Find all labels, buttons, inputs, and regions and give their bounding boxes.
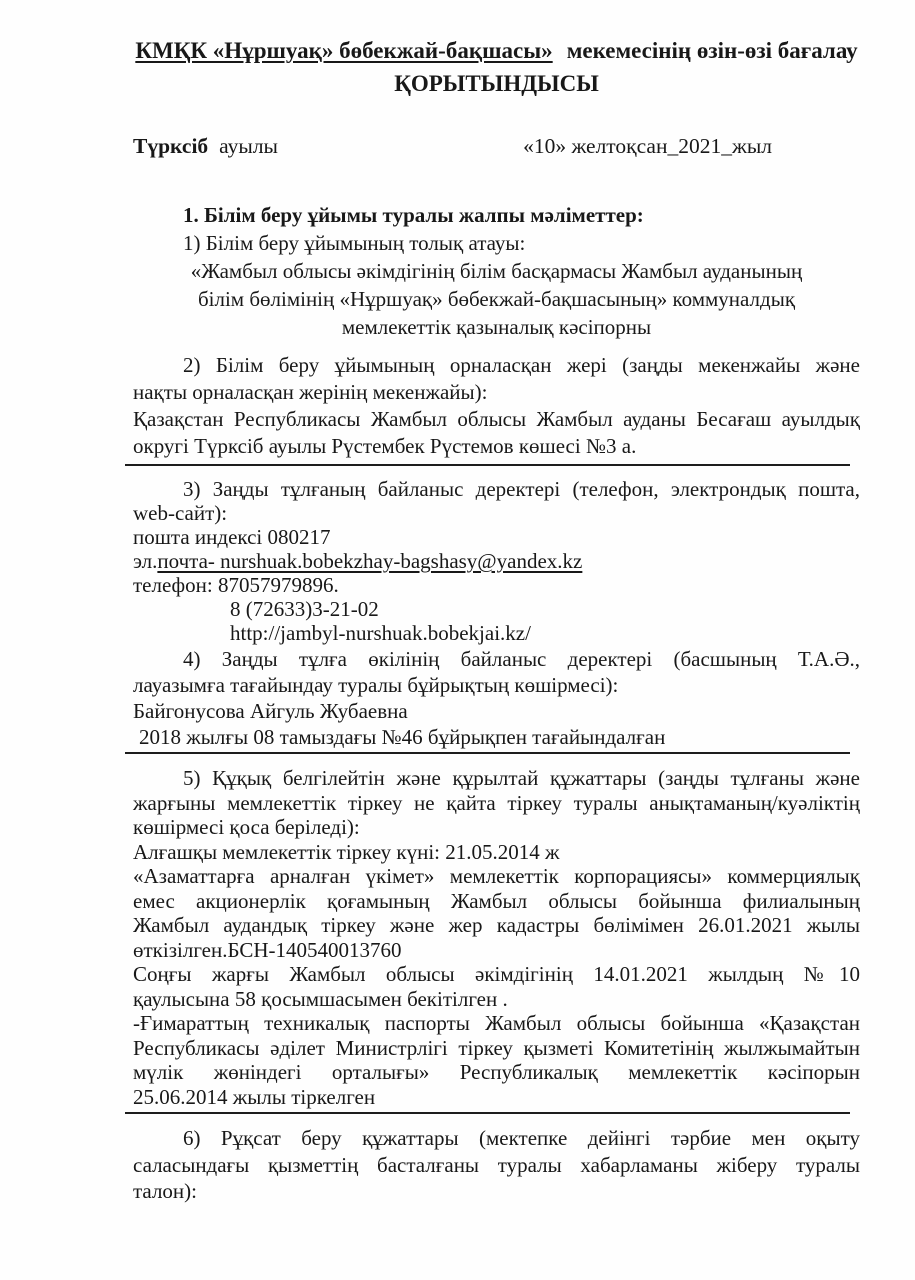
- document-header: [133, 34, 860, 100]
- text-line: Республикасы әділет Министрлігі тіркеу қызметі Комитетінің жылжымайтын: [133, 1035, 860, 1060]
- section-founding-documents: [133, 766, 860, 1109]
- section-representative: [133, 646, 860, 750]
- text-line: 2) Білім беру ұйымының орналасқан жері (заңды мекенжайы және: [183, 353, 860, 377]
- document-subtitle: ҚОРЫТЫНДЫСЫ: [394, 71, 599, 96]
- text-line: жарғыны мемлекеттік тіркеу не қайта тіркеу туралы анықтаманың/куәліктің: [133, 790, 860, 815]
- text-line: емес акционерлік қоғамының Жамбыл облысы бойынша филиалының: [133, 888, 860, 913]
- director-name-line: Байгонусова Айгуль Жубаевна: [133, 699, 408, 723]
- email-line: [133, 549, 860, 573]
- section-1-heading: 1. Білім беру ұйымы туралы жалпы мәліметтер:: [183, 203, 644, 227]
- email-prefix: эл.: [133, 549, 158, 573]
- place-name-bold: Түрксіб: [133, 134, 209, 158]
- text-line: 3) Заңды тұлғаның байланыс деректері (телефон, электрондық пошта,: [183, 477, 860, 501]
- text-line: Жамбыл аудандық тіркеу және жер кадастры бөлімімен 26.01.2021 жылы: [133, 913, 860, 937]
- text-line: 1) Білім беру ұйымының толық атауы:: [183, 231, 526, 255]
- section-divider-line: [125, 464, 850, 466]
- section-contacts: [133, 477, 860, 645]
- report-date: «10» желтоқсан_2021_жыл: [523, 134, 772, 158]
- place-date-row: [133, 133, 860, 160]
- document-title: [133, 34, 860, 67]
- section-location: [133, 352, 860, 460]
- text-line: Соңғы жарғы Жамбыл облысы әкімдігінің 14.01.2021 жылдың №10: [133, 962, 860, 986]
- bsn-number-line: өткізілген.БСН-140540013760: [133, 937, 402, 962]
- text-line: -Ғимараттың техникалық паспорты Жамбыл облысы бойынша «Қазақстан: [133, 1011, 860, 1035]
- text-line: нақты орналасқан жерінің мекенжайы):: [133, 380, 488, 404]
- text-line: «Азаматтарға арналған үкімет» мемлекеттік корпорациясы» коммерциялық: [133, 864, 860, 888]
- text-line: web-сайт):: [133, 501, 228, 525]
- document-title-rest: мекемесінің өзін-өзі бағалау: [566, 38, 858, 63]
- text-line: талон):: [133, 1179, 197, 1203]
- place-name-rest: ауылы: [219, 134, 278, 158]
- text-line: «Жамбыл облысы әкімдігінің білім басқармасы Жамбыл ауданының: [190, 259, 803, 283]
- postal-code-line: пошта индексі 080217: [133, 525, 331, 549]
- registration-date-line: Алғашқы мемлекеттік тіркеу күні: 21.05.2014 ж: [133, 839, 560, 864]
- section-divider-line: [125, 752, 850, 754]
- section-general-info: [133, 201, 860, 341]
- text-line: қаулысына 58 қосымшасымен бекітілген .: [133, 986, 508, 1011]
- website-url: http://jambyl-nurshuak.bobekjai.kz/: [230, 621, 531, 645]
- text-line: лауазымға тағайындау туралы бұйрықтың көшірмесі):: [133, 673, 619, 697]
- text-line: 5) Құқық белгілейтін және құрылтай құжаттары (заңды тұлғаны және: [183, 766, 860, 790]
- phone-line: телефон: 87057979896.: [133, 573, 339, 597]
- text-line: округі Түрксіб ауылы Рүстембек Рүстемов көшесі №3 а.: [133, 434, 637, 458]
- text-line: білім бөлімінің «Нұршуақ» бөбекжай-бақшасының» коммуналдық: [197, 287, 796, 311]
- text-line: 2018 жылғы 08 тамыздағы №46 бұйрықпен тағайындалған: [139, 725, 666, 749]
- text-line: 25.06.2014 жылы тіркелген: [133, 1084, 376, 1109]
- text-line: Қазақстан Республикасы Жамбыл облысы Жамбыл ауданы Бесағаш ауылдық: [133, 407, 860, 431]
- email-address: почта- nurshuak.bobekzhay-bagshasy@yandex.kz: [157, 549, 583, 573]
- text-line: көшірмесі қоса беріледі):: [133, 815, 360, 839]
- text-line: мемлекеттік қазыналық кәсіпорны: [341, 315, 652, 339]
- text-line: саласындағы қызметтің басталғаны туралы хабарламаны жіберу туралы: [133, 1152, 860, 1177]
- text-line: 6) Рұқсат беру құжаттары (мектепке дейінгі тәрбие мен оқыту: [183, 1126, 860, 1150]
- text-line: 4) Заңды тұлға өкілінің байланыс деректері (басшының Т.А.Ә.,: [183, 647, 860, 671]
- section-divider-line: [125, 1112, 850, 1114]
- section-permits: [133, 1125, 860, 1205]
- document-title-underlined: КМҚК «Нұршуақ» бөбекжай-бақшасы»: [135, 38, 553, 63]
- phone-line-2: 8 (72633)3-21-02: [230, 597, 379, 621]
- text-line: мүлік жөніндегі орталығы» Республикалық мемлекеттік кәсіпорын: [133, 1060, 860, 1084]
